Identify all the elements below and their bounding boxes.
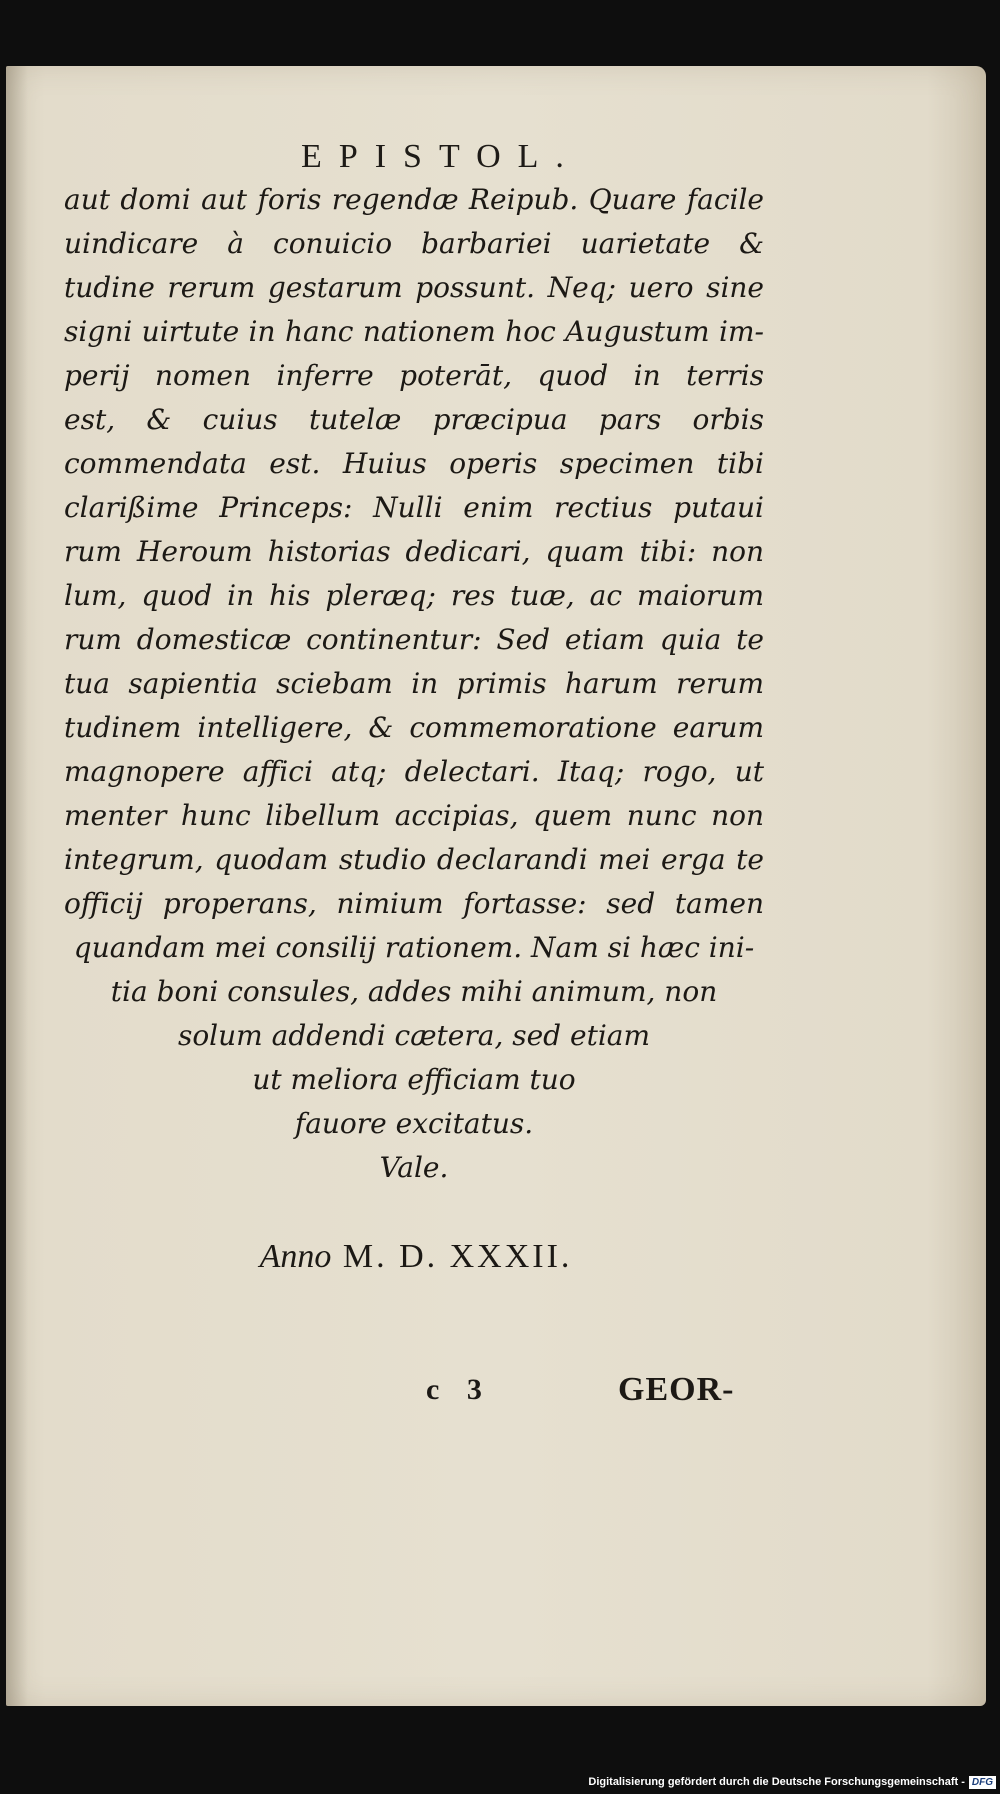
date-prefix: Anno xyxy=(259,1238,332,1275)
text-line: lum, quod in his pleræq; res tuæ, ac maiorum xyxy=(64,579,764,612)
text-line: signi uirtute in hanc nationem hoc Augustum im- xyxy=(64,315,764,348)
running-header: EPISTOL. xyxy=(301,138,581,175)
text-line: commendata est. Huius operis specimen tibi xyxy=(64,447,764,480)
date-value: M. D. XXXII. xyxy=(342,1238,573,1275)
text-line: rum domesticæ continentur: Sed etiam quia te xyxy=(64,623,764,656)
text-line: aut domi aut foris regendæ Reipub. Quare facile xyxy=(64,183,764,216)
text-line: tudinem intelligere, & commemoratione earum xyxy=(64,711,764,744)
text-line: menter hunc libellum accipias, quem nunc non xyxy=(64,799,764,832)
text-line: uindicare à conuicio barbariei uarietate & xyxy=(64,227,764,260)
text-line: est, & cuius tutelæ præcipua pars orbis xyxy=(64,403,764,436)
text-line: magnopere affici atq; delectari. Itaq; rogo, ut xyxy=(64,755,764,788)
digitization-credit xyxy=(588,1772,996,1792)
text-line: clarißime Princeps: Nulli enim rectius putaui xyxy=(64,491,764,524)
text-line: integrum, quodam studio declarandi mei erga te xyxy=(64,843,764,876)
text-line: tua sapientia sciebam in primis harum rerum xyxy=(64,667,764,700)
dfg-logo: DFG xyxy=(969,1776,996,1789)
text-line: perij nomen inferre poterāt, quod in terris xyxy=(64,359,764,392)
text-line: officij properans, nimium fortasse: sed tamen xyxy=(64,887,764,920)
signature-mark: c 3 xyxy=(426,1373,492,1406)
credit-text: Digitalisierung gefördert durch die Deutsche Forschungsgemeinschaft - xyxy=(588,1776,965,1788)
letter-text xyxy=(64,178,764,1190)
taper-line: fauore excitatus. xyxy=(294,1107,534,1140)
taper-line: tia boni consules, addes mihi animum, non xyxy=(110,975,718,1008)
closing-vale: Vale. xyxy=(379,1151,449,1184)
catchword: GEOR- xyxy=(618,1371,735,1408)
taper-line: solum addendi cætera, sed etiam xyxy=(177,1019,651,1052)
taper-line: quandam mei consilij rationem. Nam si hæc ini- xyxy=(73,931,755,964)
text-line: tudine rerum gestarum possunt. Neq; uero sine xyxy=(64,271,764,304)
date-line xyxy=(66,1238,766,1276)
text-line: rum Heroum historias dedicari, quam tibi: non xyxy=(64,535,764,568)
book-page xyxy=(6,66,986,1706)
taper-line: ut meliora efficiam tuo xyxy=(252,1063,576,1096)
